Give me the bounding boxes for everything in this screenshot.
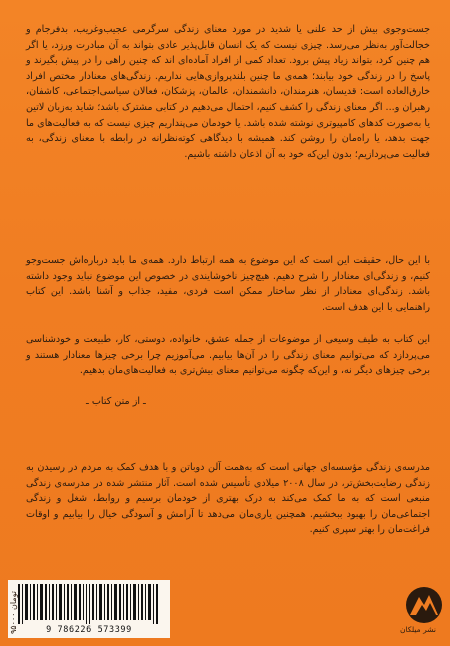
isbn-barcode [8, 580, 170, 638]
blurb-paragraph-1: جست‌وجوی بیش از حد علنی یا شدید در مورد معنای زندگی سرگرمی عجیب‌وغریب، بدفرجام و خجالت‌آور به‌نظر می‌رسد. چیزی نیست که یک انسان قابل‌پذیر عادی بتواند به آن مبادرت ورزد، یا اگر هم چنین کرد، بتواند زیاد پیش برود. تعداد کمی از افراد آماده‌ای اند که چنین راهی را در پیش بگیرند و پاسخ را در زندگی خود بیابند؛ همه‌ی ما چنین بلندپروازی‌هایی نداریم. زندگی‌های معنادار مختص افراد خارق‌العاده است: قدیسان، هنرمندان، دانشمندان، عالمان، پزشکان، فعالان سیاسی‌اجتماعی، کاشفان، رهبران و... اگر معنای زندگی را کشف کنیم، احتمال می‌دهیم در کتابی مشترک باشد؛ شاید به‌زبان لاتین یا به‌صورت کدهای کامپیوتری نوشته شده باشد. یا خودمان می‌پنداریم چیزی نیست که به فعالیت‌های ما جهت بدهد، یا راه‌مان را روشن کند. همیشه با دیدگاهی کوته‌نظرانه در رابطه با معنای زندگی، به فعالیت می‌پردازیم؛ بدون این‌که خود به آن اذعان داشته باشیم. [26, 24, 430, 160]
isbn-number: 9 786226 573399 [46, 625, 132, 635]
price-label: ۹۵۰۰۰ تومان [9, 591, 18, 635]
school-of-life-description: مدرسه‌ی زندگی مؤسسه‌ای جهانی است که به‌همت آلن دوباتن و با هدف کمک به مردم در رسیدن به زندگی رضایت‌بخش‌تر، در سال ۲۰۰۸ میلادی تأسیس شده است. آثار منتشر شده در مدرسه‌ی زندگی منبعی است که به ما کمک می‌کند به درک بهتری از خودمان برسیم و روابط، شغل و زندگی اجتماعی‌مان را بهبود ببخشیم. همچنین یاری‌مان می‌دهد تا آرامش و آسودگی خیال را بیابیم و اوقات فراغت‌مان را بهتر سپری کنیم. [26, 462, 430, 536]
blurb-paragraph-3: این کتاب به طیف وسیعی از موضوعات از جمله عشق، خانواده، دوستی، کار، طبیعت و خودشناسی می‌پردازد که می‌توانیم معنای زندگی را در آن‌ها بیابیم. می‌آموزیم چرا برخی چیزها معنادار هستند و برخی چیزهای دیگر نه، و این‌که چگونه می‌توانیم معنای بیش‌تری به فعالیت‌های‌مان بدهیم. [26, 334, 430, 377]
blurb-paragraph-2: با این حال، حقیقت این است که این موضوع به همه ارتباط دارد. همه‌ی ما باید درباره‌اش جست‌وجو کنیم، و زندگی‌ای معنادار را شرح دهیم. هیچ‌چیز ناخوشایندی در خصوص این موضوع نباید وجود داشته باشد. زندگی‌ای معنادار از نظر ساختار ممکن است فردی، مفید، جذاب و آشنا باشد. این کتاب راهنمایی با این هدف است. [26, 255, 430, 313]
publisher-name: نشر میلکان [400, 625, 436, 634]
source-attribution: ـ از متن کتاب ـ [86, 396, 146, 407]
barcode-icon [18, 584, 160, 624]
